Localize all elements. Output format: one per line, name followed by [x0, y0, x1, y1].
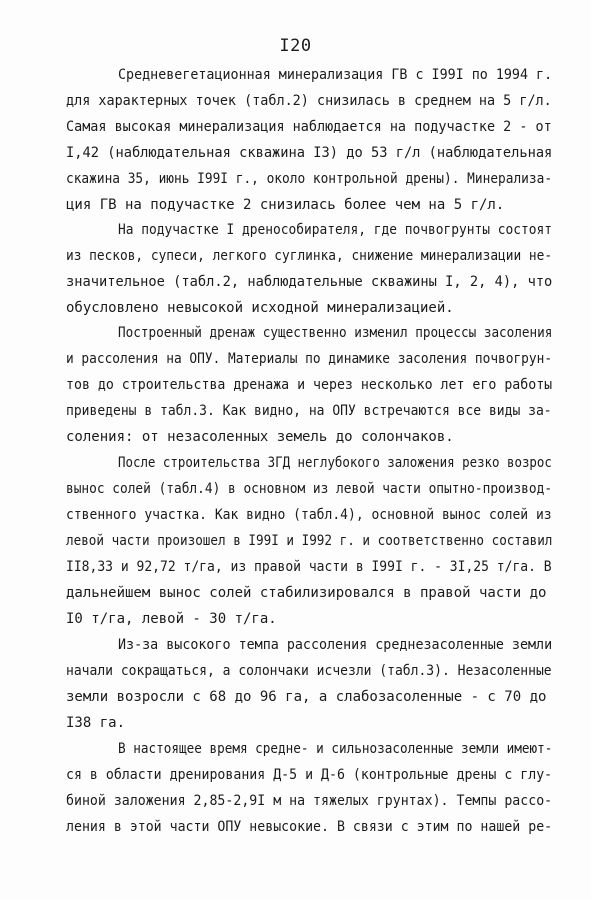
text-line: ления в этой части ОПУ невысокие. В связи с этим по нашей ре-	[66, 819, 553, 835]
text-line: из песков, супеси, легкого суглинка, снижение минерализации не-	[66, 248, 553, 264]
text-line: и рассоления на ОПУ. Материалы по динамике засоления почвогрун-	[66, 351, 553, 367]
text-line: После строительства ЗГД неглубокого заложения резко возрос	[118, 455, 552, 471]
text-line: левой части произошел в I99I и I992 г. и соответственно составил	[66, 533, 553, 549]
text-line: соления: от незасоленных земель до солончаков.	[66, 429, 454, 445]
text-line: вынос солей (табл.4) в основном из левой части опытно-производ-	[66, 481, 553, 497]
text-line: В настоящее время средне- и сильнозасоленные земли имеют-	[118, 741, 553, 757]
text-line: земли возросли с 68 до 96 га, а слабозасоленные - с 70 до	[66, 689, 547, 705]
text-line: тов до строительства дренажа и через несколько лет его работы	[66, 377, 553, 393]
text-line: II8,33 и 92,72 т/га, из правой части в I99I г. - 3I,25 т/га. В	[66, 559, 552, 575]
text-line: I0 т/га, левой - 30 т/га.	[66, 611, 277, 627]
text-line: ция ГВ на подучастке 2 снизилась более чем на 5 г/л.	[66, 197, 505, 213]
text-line: для характерных точек (табл.2) снизилась в среднем на 5 г/л.	[66, 93, 552, 109]
text-line: ственного участка. Как видно (табл.4), основной вынос солей из	[66, 507, 552, 523]
text-line: дальнейшем вынос солей стабилизировался в правой части до	[66, 585, 547, 601]
page-number: I20	[279, 36, 312, 56]
text-line: Самая высокая минерализация наблюдается на подучастке 2 - от	[66, 119, 552, 135]
text-line: обусловлено невысокой исходной минерализацией.	[66, 300, 454, 316]
text-line: На подучастке I дренособирателя, где почвогрунты состоят	[118, 222, 553, 238]
text-line: ся в области дренирования Д-5 и Д-6 (контрольные дрены с глу-	[66, 767, 553, 783]
text-line: приведены в табл.3. Как видно, на ОПУ встречаются все виды за-	[66, 403, 552, 419]
text-line: значительное (табл.2, наблюдательные скважины I, 2, 4), что	[66, 274, 553, 290]
text-line: I38 га.	[66, 715, 126, 731]
text-line: Средневегетационная минерализация ГВ с I99I по 1994 г.	[118, 67, 553, 83]
text-line: I,42 (наблюдательная скважина I3) до 53 г/л (наблюдательная	[66, 145, 553, 161]
text-line: Из-за высокого темпа рассоления среднезасоленные земли	[118, 637, 553, 653]
text-line: начали сокращаться, а солончаки исчезли (табл.3). Незасоленные	[66, 663, 552, 679]
text-line: Построенный дренаж существенно изменил процессы засоления	[118, 325, 553, 341]
text-line: биной заложения 2,85-2,9I м на тяжелых грунтах). Темпы рассо-	[66, 793, 553, 809]
text-line: скажина 35, июнь I99I г., около контрольной дрены). Минерализа-	[66, 171, 553, 187]
